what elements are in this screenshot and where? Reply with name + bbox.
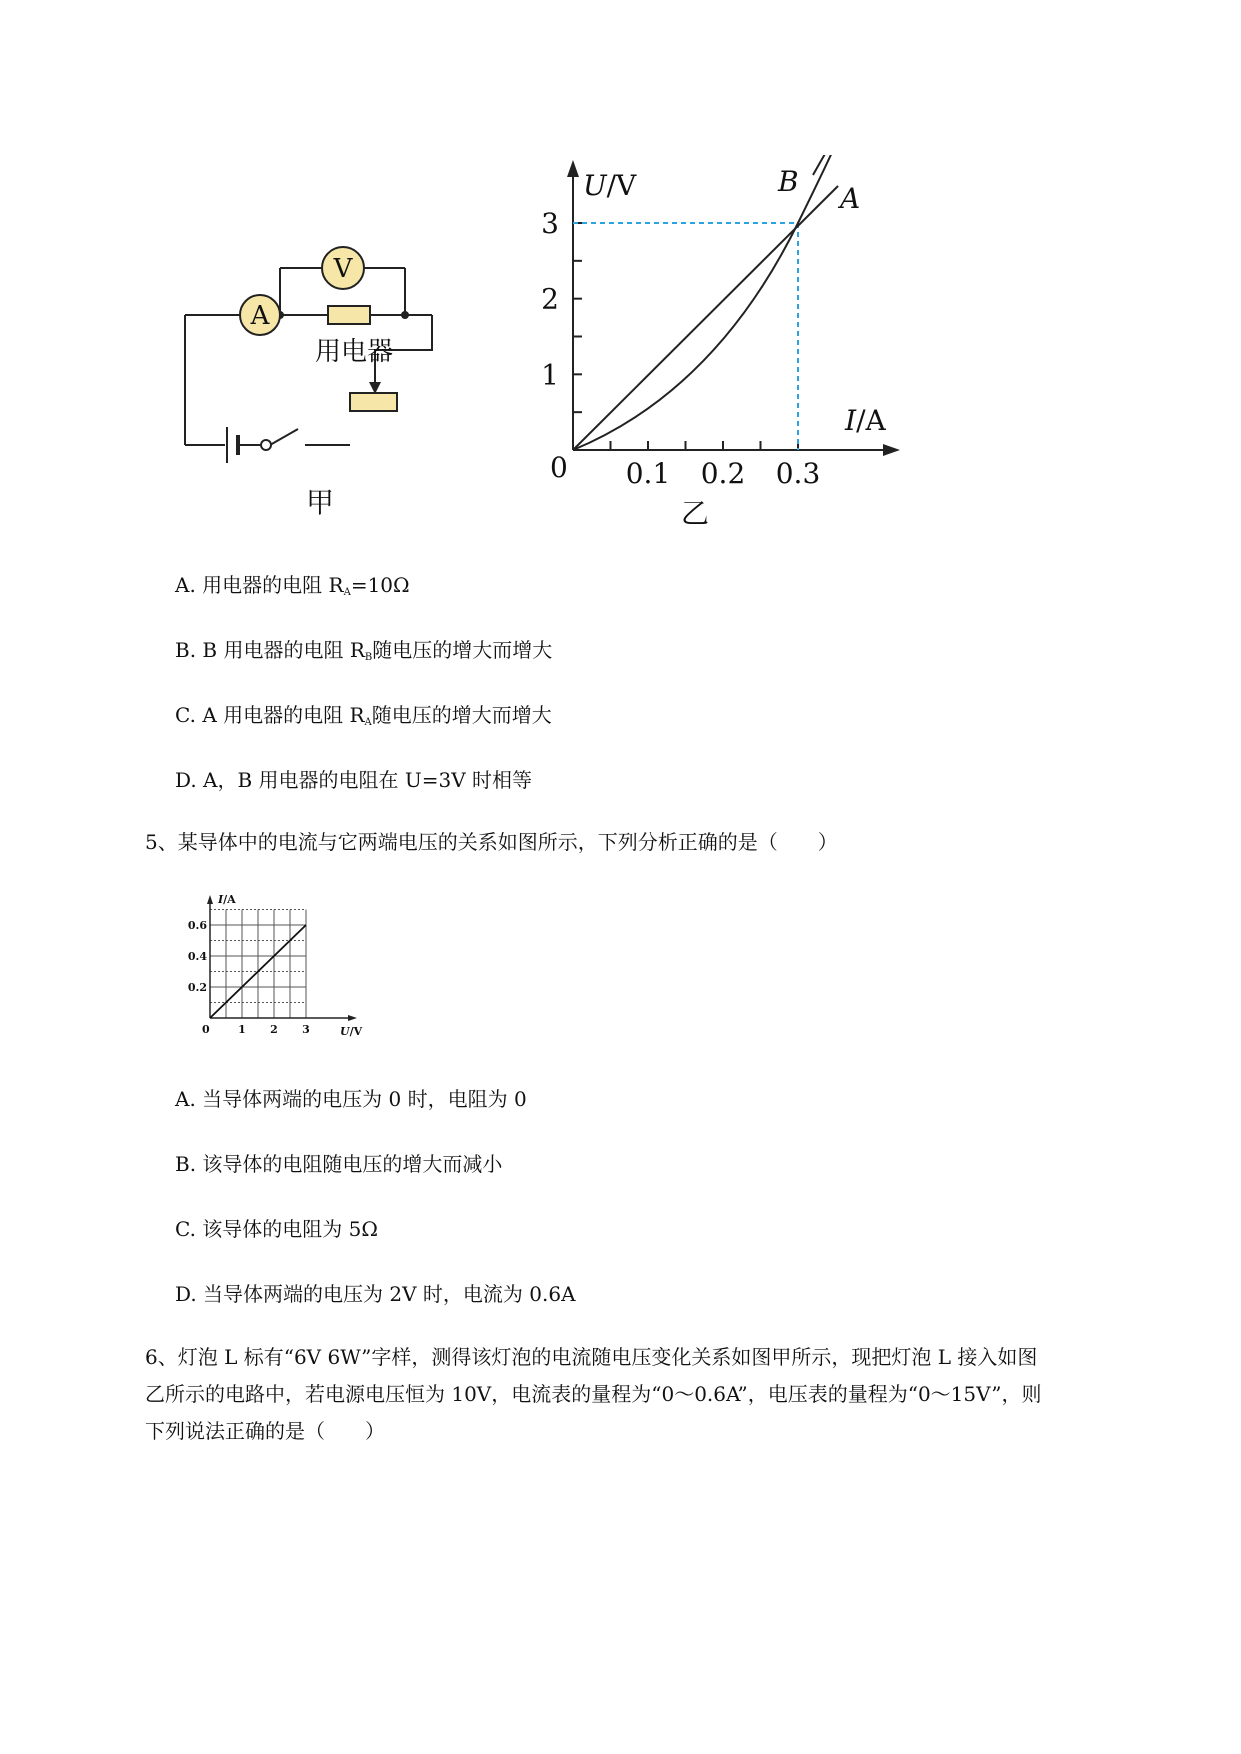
q6-line: 6、灯泡 L 标有“6V 6W”字样，测得该灯泡的电流随电压变化关系如图甲所示，现把灯泡 L 接入如图 <box>145 1345 1038 1369</box>
q5-y-tick-label: 0.4 <box>187 950 207 963</box>
q5-y-tick-label: 0.6 <box>187 919 207 932</box>
q6-line: 乙所示的电路中，若电源电压恒为 10V，电流表的量程为“0～0.6A”，电压表的量程为“0～15V”，则 <box>145 1382 1042 1406</box>
option-prefix: D. <box>175 768 197 792</box>
yi-ylabel: U/V <box>583 169 637 202</box>
yi-origin-label: 0 <box>550 451 568 484</box>
q6-line: 下列说法正确的是（ ） <box>145 1419 385 1443</box>
q5-option-c: C. 该导体的电阻为 5Ω <box>175 1217 378 1241</box>
q5-y-tick-label: 0.2 <box>187 981 207 994</box>
q4-option-d: D. A，B 用电器的电阻在 U=3V 时相等 <box>175 768 533 792</box>
q5-xlabel: U/V <box>340 1025 363 1038</box>
yi-y-tick-label: 2 <box>541 282 559 316</box>
device-label: 用电器 <box>314 337 394 367</box>
q4-option-b: B. B 用电器的电阻 $R_B$随电压的增大而增大 <box>175 638 553 663</box>
yi-x-tick-label: 0.2 <box>700 457 746 490</box>
yi-x-tick-label: 0.1 <box>625 457 671 490</box>
q5-option-d: D. 当导体两端的电压为 2V 时，电流为 0.6A <box>175 1282 576 1306</box>
option-prefix: A. <box>175 573 196 597</box>
q6-stem <box>145 1339 1155 1450</box>
yi-x-tick-label: 0.3 <box>775 457 821 490</box>
q4-option-c: C. A 用电器的电阻 $R_A$随电压的增大而增大 <box>175 703 552 728</box>
q5-x-tick-label: 2 <box>270 1023 278 1036</box>
yi-curve-label-a: A <box>840 182 861 215</box>
ammeter-label: A <box>250 301 270 331</box>
figure-yi-caption: 乙 <box>680 497 710 530</box>
q5-origin-label: 0 <box>202 1023 210 1036</box>
q5-x-tick-label: 1 <box>238 1023 246 1036</box>
q5-x-tick-label: 3 <box>302 1023 310 1036</box>
yi-y-tick-label: 1 <box>541 358 559 392</box>
ui-graph-yi <box>540 155 910 535</box>
yi-xlabel: I/A <box>845 404 886 437</box>
voltmeter-label: V <box>333 254 353 284</box>
yi-curve-label-b: B <box>778 165 799 198</box>
yi-y-tick-label: 3 <box>541 207 559 240</box>
q5-stem: 5、某导体中的电流与它两端电压的关系如图所示，下列分析正确的是（ ） <box>145 830 838 854</box>
q5-option-b: B. 该导体的电阻随电压的增大而减小 <box>175 1152 503 1176</box>
circuit-diagram <box>170 230 500 530</box>
option-prefix: B. <box>175 638 197 662</box>
q4-option-a: A. 用电器的电阻 $R_A=10\Omega$ <box>175 573 410 598</box>
iv-graph-q5 <box>180 890 370 1040</box>
option-prefix: C. <box>175 703 196 727</box>
q5-option-a: A. 当导体两端的电压为 0 时，电阻为 0 <box>175 1087 527 1111</box>
figure-jia-caption: 甲 <box>305 486 335 519</box>
q5-ylabel: I/A <box>218 893 236 906</box>
